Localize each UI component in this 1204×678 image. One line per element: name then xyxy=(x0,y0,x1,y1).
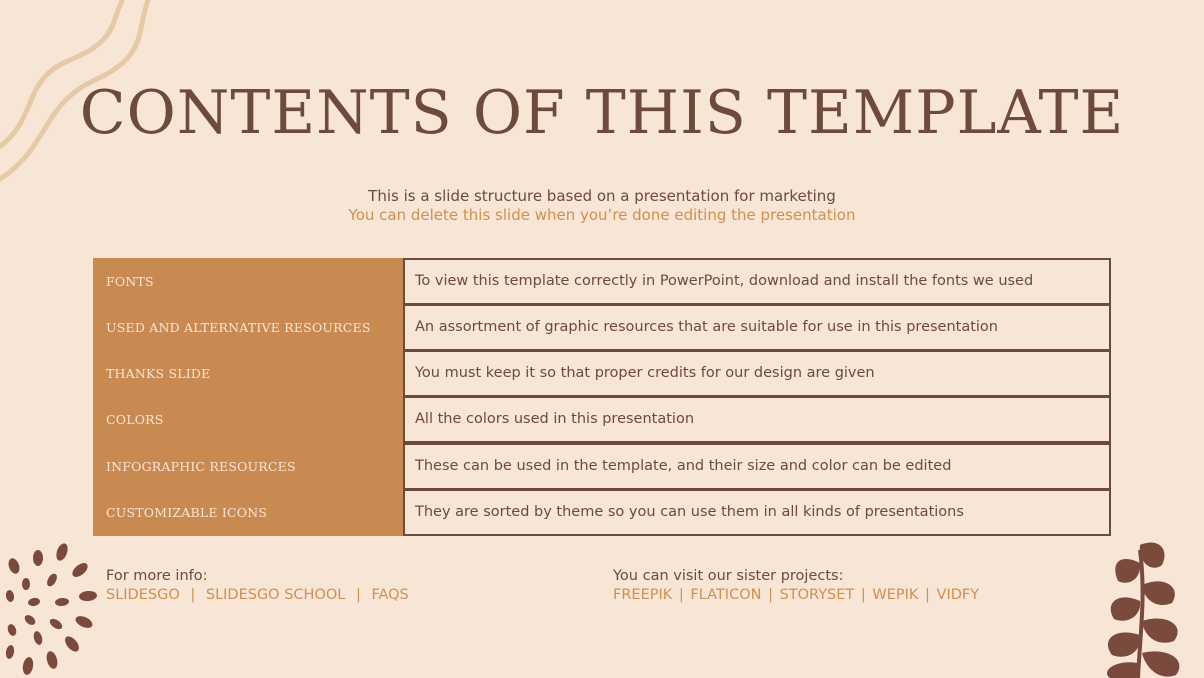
link-slidesgo[interactable]: SLIDESGO xyxy=(106,587,180,603)
page-title: CONTENTS OF THIS TEMPLATE xyxy=(79,78,1125,148)
subtitle-marketing: This is a slide structure based on a presentation for marketing xyxy=(368,187,836,205)
link-separator: | xyxy=(678,587,684,603)
link-slidesgo-school[interactable]: SLIDESGO SCHOOL xyxy=(205,587,346,603)
link-separator: | xyxy=(860,587,866,603)
table-row xyxy=(93,443,1111,490)
table-row xyxy=(93,489,1111,536)
link-separator: | xyxy=(190,587,196,603)
row-description-fonts: To view this template correctly in PowerPoint, download and install the fonts we used xyxy=(403,258,1111,305)
table-row xyxy=(93,396,1111,443)
link-separator: | xyxy=(925,587,930,603)
footer-sister-projects-links xyxy=(613,586,979,605)
subtitle-delete-note: You can delete this slide when you’re done editing the presentation xyxy=(348,206,856,224)
row-description-colors: All the colors used in this presentation xyxy=(403,396,1111,443)
leaf-branch-icon xyxy=(1090,535,1200,678)
row-description-icons: They are sorted by theme so you can use them in all kinds of presentations xyxy=(403,489,1111,536)
contents-table xyxy=(93,258,1111,537)
footer-more-info-links xyxy=(106,586,409,605)
link-faqs[interactable]: FAQS xyxy=(371,587,409,603)
dot-burst-icon xyxy=(0,540,110,678)
row-description-infographic: These can be used in the template, and their size and color can be edited xyxy=(403,443,1111,490)
row-label-resources: USED AND ALTERNATIVE RESOURCES xyxy=(93,304,403,351)
row-label-fonts: FONTS xyxy=(93,258,403,305)
footer-sister-projects-heading: You can visit our sister projects: xyxy=(613,568,844,584)
row-label-icons: CUSTOMIZABLE ICONS xyxy=(93,489,403,536)
footer-more-info xyxy=(106,567,409,605)
table-row xyxy=(93,350,1111,397)
row-label-infographic: INFOGRAPHIC RESOURCES xyxy=(93,443,403,490)
link-freepik[interactable]: FREEPIK xyxy=(613,587,673,603)
link-flaticon[interactable]: FLATICON xyxy=(690,587,762,603)
link-storyset[interactable]: STORYSET xyxy=(779,587,855,603)
link-separator: | xyxy=(768,587,773,603)
footer-sister-projects xyxy=(613,567,979,605)
link-wepik[interactable]: WEPIK xyxy=(872,587,919,603)
row-description-thanks-slide: You must keep it so that proper credits for our design are given xyxy=(403,350,1111,397)
link-separator: | xyxy=(355,587,361,603)
table-row xyxy=(93,258,1111,305)
table-row xyxy=(93,304,1111,351)
row-label-thanks-slide: THANKS SLIDE xyxy=(93,350,403,397)
row-label-colors: COLORS xyxy=(93,396,403,443)
footer-more-info-heading: For more info: xyxy=(106,568,208,584)
row-description-resources: An assortment of graphic resources that are suitable for use in this presentation xyxy=(403,304,1111,351)
link-vidfy[interactable]: VIDFY xyxy=(936,587,980,603)
